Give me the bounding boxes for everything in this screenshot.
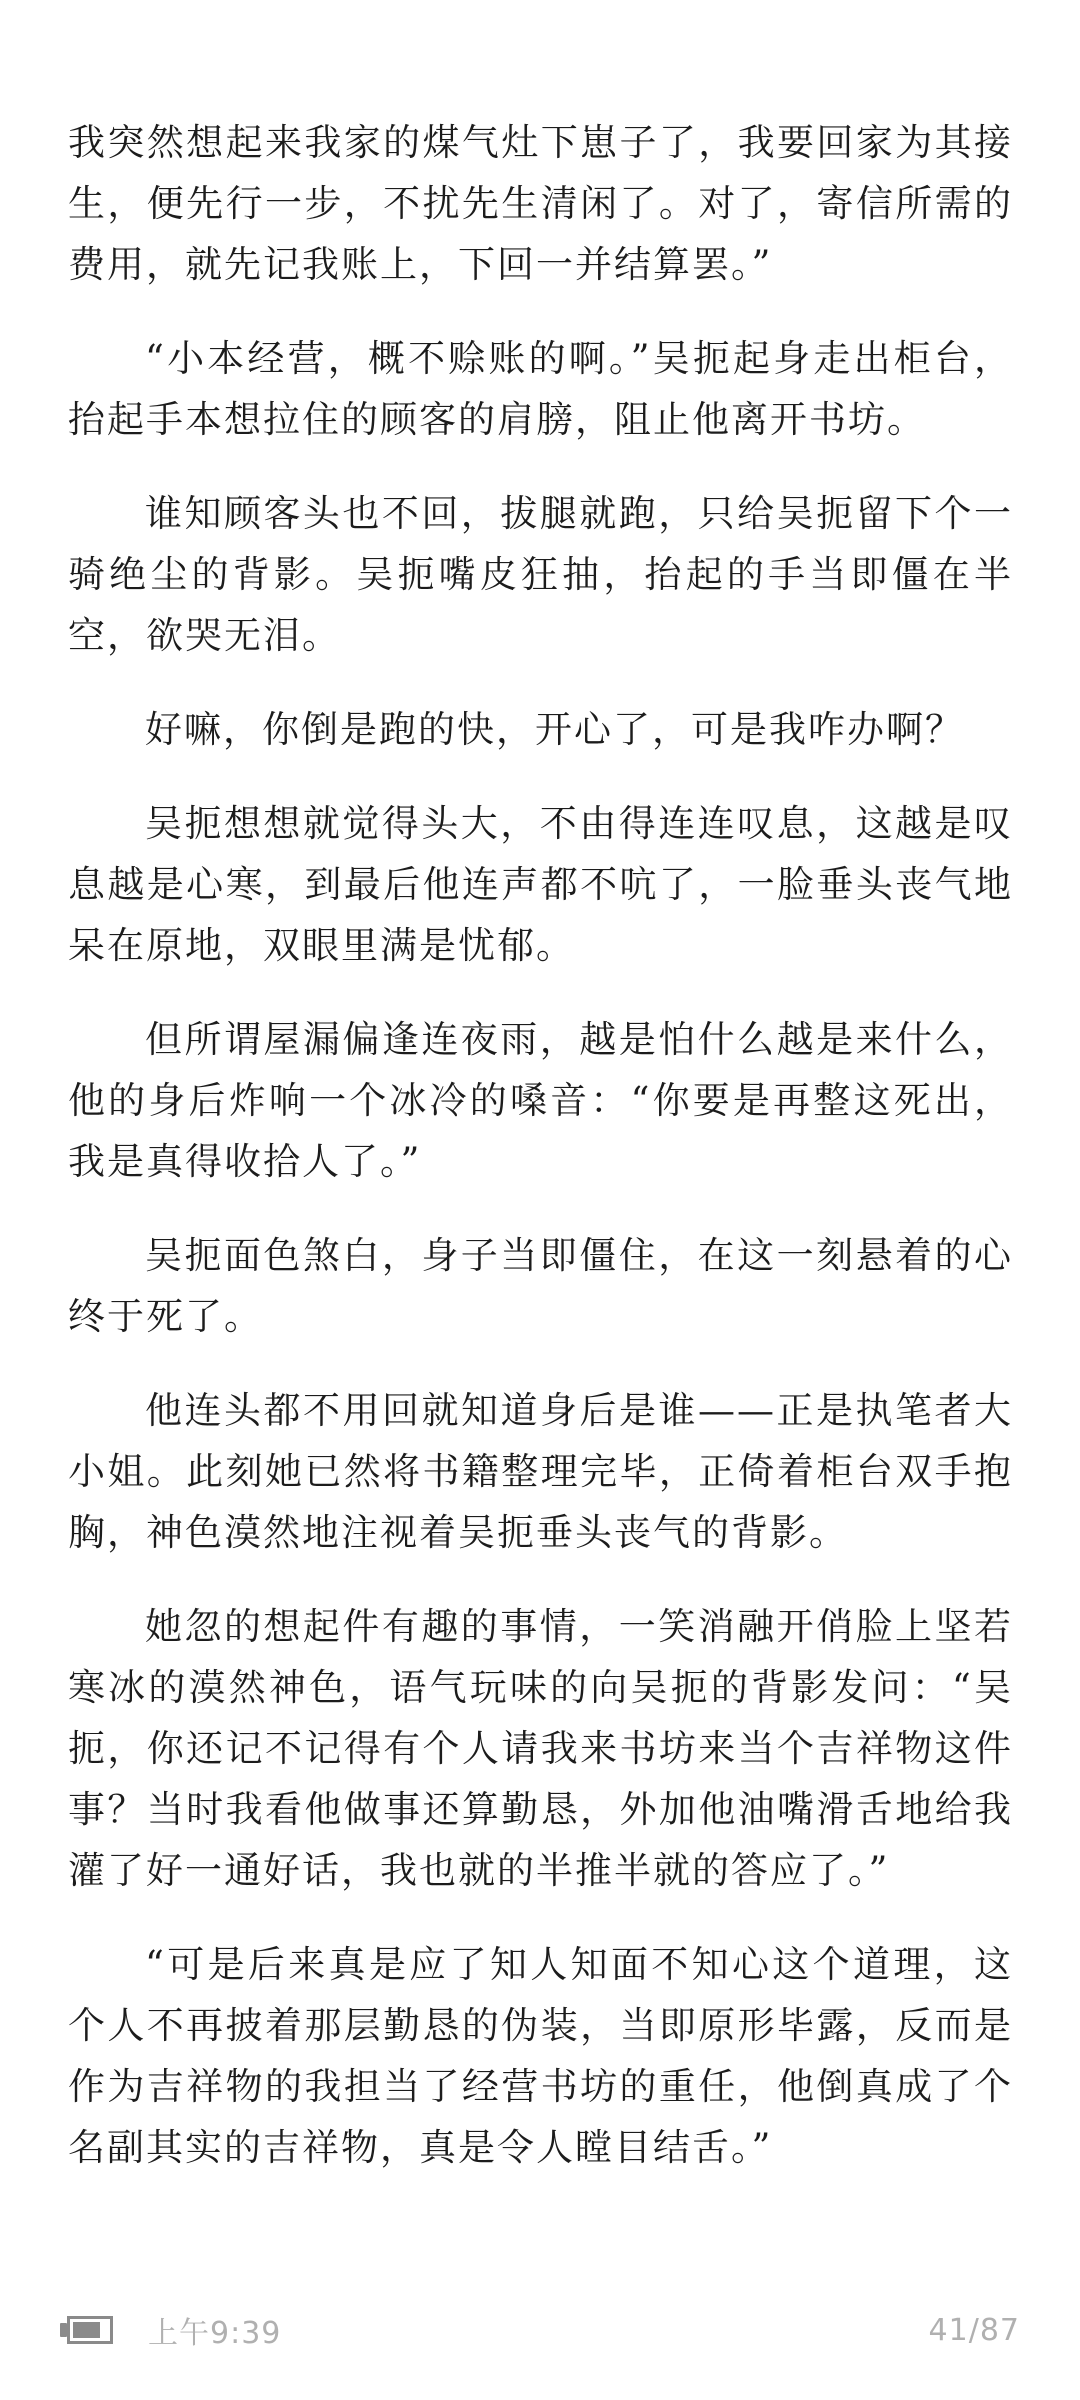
paragraph: 但所谓屋漏偏逢连夜雨，越是怕什么越是来什么，他的身后炸响一个冰冷的嗓音：“你要是再整这死出，我是真得收拾人了。” (68, 1018, 1013, 1183)
paragraph: 她忽的想起件有趣的事情，一笑消融开俏脸上坚若寒冰的漠然神色，语气玩味的向吴扼的背影发问：“吴扼，你还记不记得有个人请我来书坊来当个吉祥物这件事？当时我看他做事还算勤恳，外加他油嘴滑舌地给我灌了好一通好话，我也就的半推半就的答应了。” (68, 1605, 1013, 1892)
page-indicator: 41/87 (928, 2312, 1020, 2348)
paragraph: 好嘛，你倒是跑的快，开心了，可是我咋办啊？ (145, 708, 964, 751)
paragraph: “可是后来真是应了知人知面不知心这个道理，这个人不再披着那层勤恳的伪装，当即原形毕露，反而是作为吉祥物的我担当了经营书坊的重任，他倒真成了个名副其实的吉祥物，真是令人瞠目结舌。” (68, 1943, 1013, 2169)
paragraph: 吴扼面色煞白，身子当即僵住，在这一刻悬着的心终于死了。 (68, 1234, 1013, 1338)
paragraph: 谁知顾客头也不回，拔腿就跑，只给吴扼留下个一骑绝尘的背影。吴扼嘴皮狂抽，抬起的手当即僵在半空，欲哭无泪。 (68, 492, 1013, 657)
paragraph: 我突然想起来我家的煤气灶下崽子了，我要回家为其接生，便先行一步，不扰先生清闲了。对了，寄信所需的费用，就先记我账上，下回一并结算罢。” (68, 121, 1013, 286)
battery-fill (73, 2322, 100, 2338)
battery-icon (60, 2315, 118, 2345)
paragraph: 他连头都不用回就知道身后是谁——正是执笔者大小姐。此刻她已然将书籍整理完毕，正倚着柜台双手抱胸，神色漠然地注视着吴扼垂头丧气的背影。 (68, 1389, 1013, 1554)
reader-status-bar (60, 2302, 1020, 2358)
reader-content[interactable] (68, 112, 1013, 2262)
battery-cap (60, 2323, 67, 2337)
clock-time: 上午9:39 (148, 2316, 282, 2351)
status-left (60, 2308, 281, 2352)
paragraph: “小本经营，概不赊账的啊。”吴扼起身走出柜台，抬起手本想拉住的顾客的肩膀，阻止他离开书坊。 (68, 337, 1013, 441)
battery-body (67, 2316, 113, 2344)
paragraph: 吴扼想想就觉得头大，不由得连连叹息，这越是叹息越是心寒，到最后他连声都不吭了，一脸垂头丧气地呆在原地，双眼里满是忧郁。 (68, 802, 1013, 967)
